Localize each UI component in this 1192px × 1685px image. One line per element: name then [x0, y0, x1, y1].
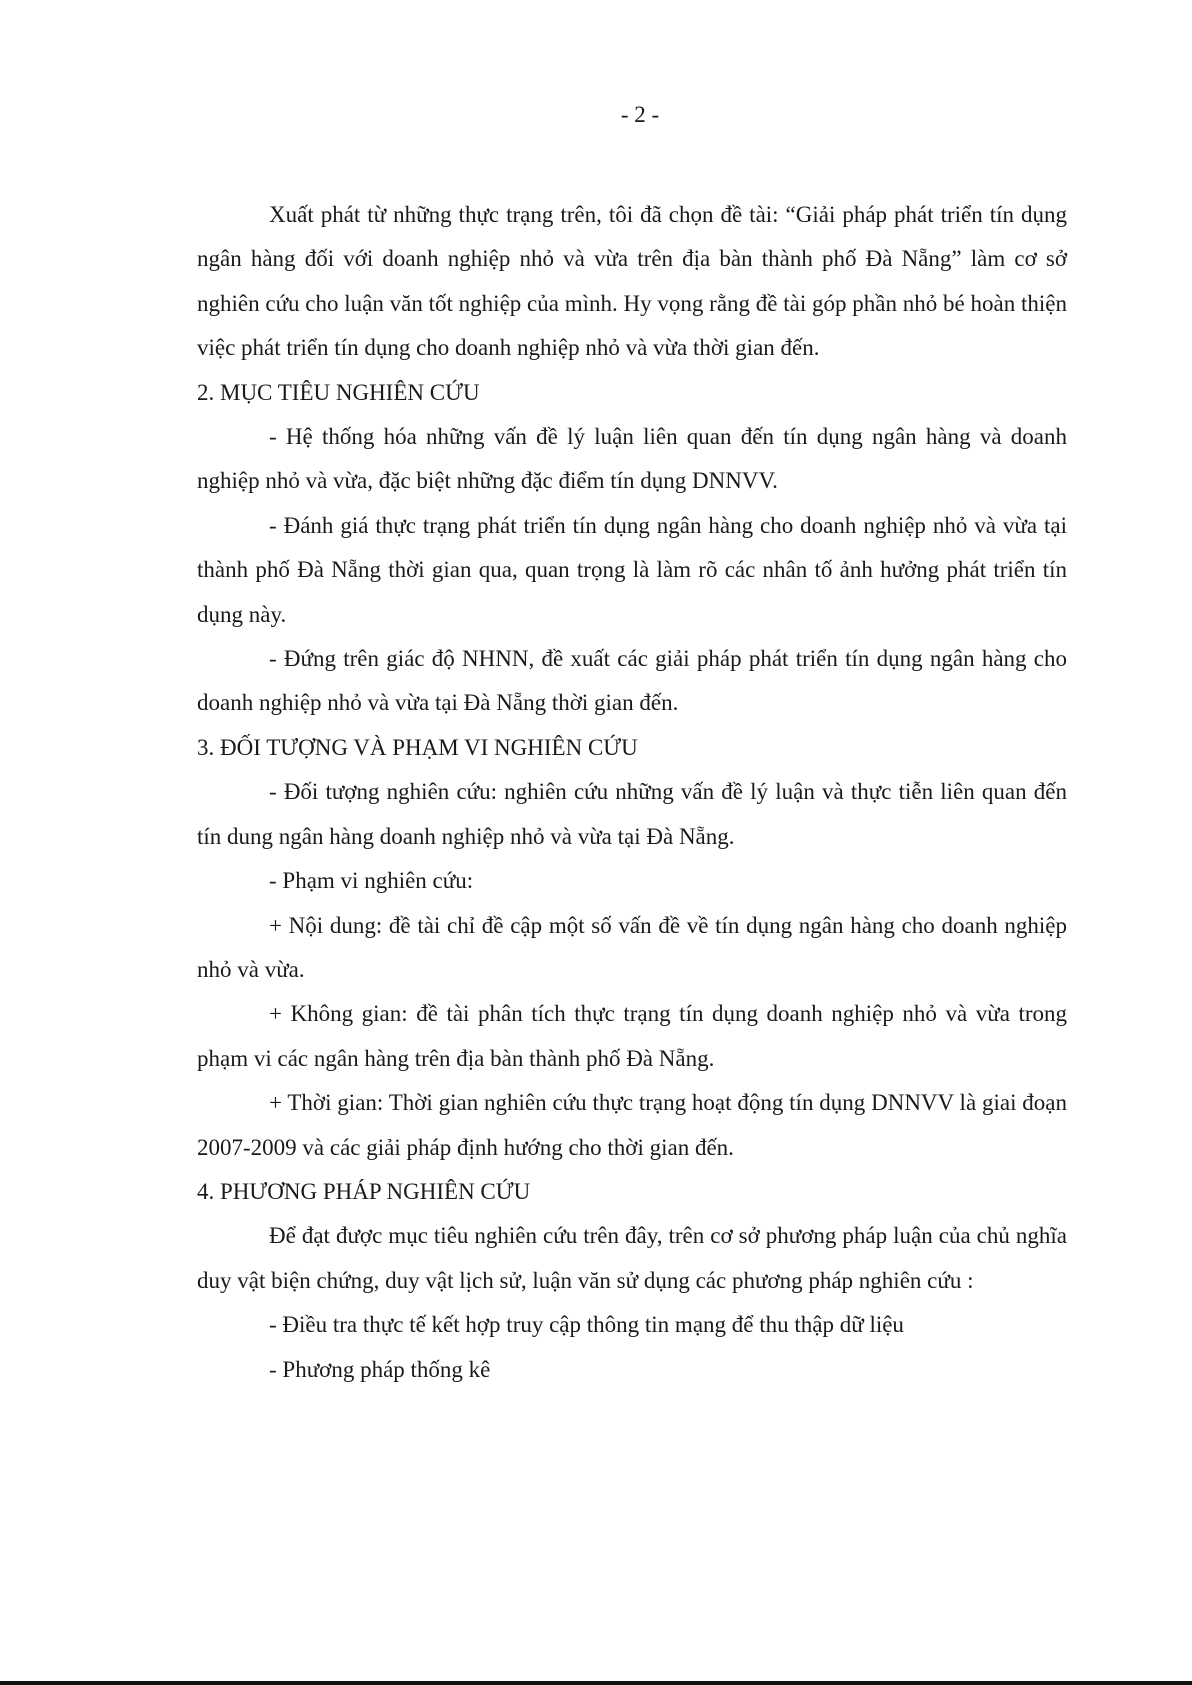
objective-item: - Đánh giá thực trạng phát triển tín dụng ngân hàng cho doanh nghiệp nhỏ và vừa tại thành phố Đà Nẵng thời gian qua, quan trọng là làm rõ các nhân tố ảnh hưởng phát triển tín dụng này.	[197, 512, 1067, 627]
intro-paragraph: Xuất phát từ những thực trạng trên, tôi đã chọn đề tài: “Giải pháp phát triển tín dụng ngân hàng đối với doanh nghiệp nhỏ và vừa trên địa bàn thành phố Đà Nẵng” làm cơ sở nghiên cứu cho luận văn tốt nghiệp của mình. Hy vọng rằng đề tài góp phần nhỏ bé hoàn thiện việc phát triển tín dụng cho doanh nghiệp nhỏ và vừa thời gian đến.	[197, 202, 1067, 361]
method-item: - Phương pháp thống kê	[269, 1356, 491, 1382]
methods-paragraph: Để đạt được mục tiêu nghiên cứu trên đây, trên cơ sở phương pháp luận của chủ nghĩa duy vật biện chứng, duy vật lịch sử, luận văn sử dụng các phương pháp nghiên cứu :	[197, 1223, 1067, 1293]
method-item: - Điều tra thực tế kết hợp truy cập thông tin mạng để thu thập dữ liệu	[269, 1312, 904, 1338]
scope-item: - Phạm vi nghiên cứu:	[269, 868, 474, 894]
objective-item: - Hệ thống hóa những vấn đề lý luận liên quan đến tín dụng ngân hàng và doanh nghiệp nhỏ và vừa, đặc biệt những đặc điểm tín dụng DNNVV.	[197, 424, 1067, 494]
scope-subitem: + Thời gian: Thời gian nghiên cứu thực trạng hoạt động tín dụng DNNVV là giai đoạn 2007-2009 và các giải pháp định hướng cho thời gian đến.	[197, 1090, 1067, 1160]
section-heading-objectives: 2. MỤC TIÊU NGHIÊN CỨU	[197, 379, 480, 405]
bottom-edge-divider	[0, 1681, 1192, 1685]
objective-item: - Đứng trên giác độ NHNN, đề xuất các giải pháp phát triển tín dụng ngân hàng cho doanh nghiệp nhỏ và vừa tại Đà Nẵng thời gian đến.	[197, 646, 1067, 716]
scope-item: - Đối tượng nghiên cứu: nghiên cứu những vấn đề lý luận và thực tiễn liên quan đến tín dung ngân hàng doanh nghiệp nhỏ và vừa tại Đà Nẵng.	[197, 779, 1067, 849]
scope-subitem: + Không gian: đề tài phân tích thực trạng tín dụng doanh nghiệp nhỏ và vừa trong phạm vi các ngân hàng trên địa bàn thành phố Đà Nẵng.	[197, 1001, 1067, 1071]
section-heading-scope: 3. ĐỐI TƯỢNG VÀ PHẠM VI NGHIÊN CỨU	[197, 734, 638, 760]
page-number: - 2 -	[620, 102, 660, 127]
section-heading-methods: 4. PHƯƠNG PHÁP NGHIÊN CỨU	[197, 1178, 531, 1204]
page-body	[197, 193, 1067, 1392]
scope-subitem: + Nội dung: đề tài chỉ đề cập một số vấn đề về tín dụng ngân hàng cho doanh nghiệp nhỏ và vừa.	[197, 912, 1067, 982]
